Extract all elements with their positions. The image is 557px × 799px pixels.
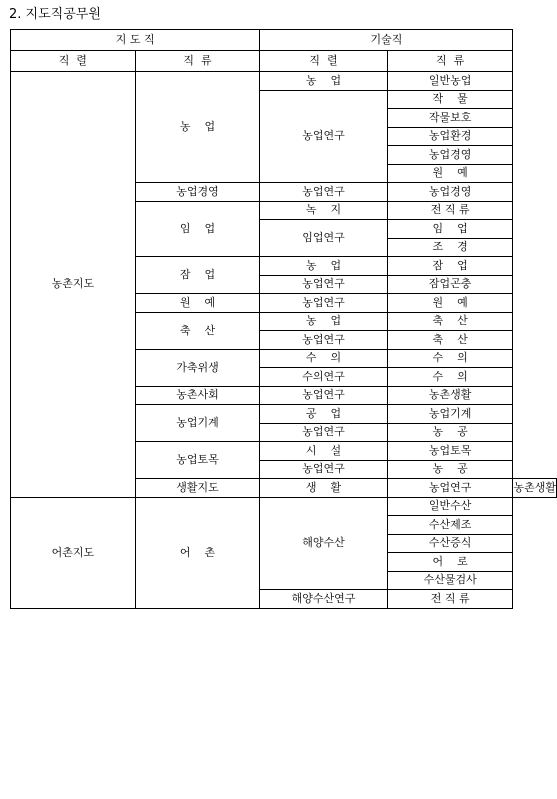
table-cell: 잠 업	[387, 257, 513, 276]
table-cell: 해양수산	[260, 497, 388, 590]
header-rank: 직 렬	[11, 51, 136, 72]
table-cell: 농 업	[260, 72, 388, 91]
table-cell: 어촌지도	[11, 497, 136, 608]
table-cell: 농업기계	[387, 405, 513, 424]
table-cell: 전 직 류	[387, 201, 513, 220]
table-cell: 수산물검사	[387, 571, 513, 590]
table-cell: 일반농업	[387, 72, 513, 91]
table-cell: 축 산	[387, 331, 513, 350]
table-cell: 농촌지도	[11, 72, 136, 498]
table-cell: 잠업곤충	[387, 275, 513, 294]
table-cell: 어 촌	[135, 497, 260, 608]
table-cell: 농업경영	[387, 146, 513, 165]
table-cell: 잠 업	[135, 257, 260, 294]
table-cell: 농 공	[387, 460, 513, 479]
table-cell: 축 산	[387, 312, 513, 331]
table-cell: 생 활	[260, 479, 388, 498]
table-cell: 농 업	[260, 257, 388, 276]
table-cell: 수산증식	[387, 534, 513, 553]
table-cell: 농업연구	[260, 294, 388, 313]
table-cell: 농업연구	[387, 479, 513, 498]
table-cell: 농업연구	[260, 386, 388, 405]
table-cell: 작물보호	[387, 109, 513, 128]
table-cell: 임업연구	[260, 220, 388, 257]
table-cell: 생활지도	[135, 479, 260, 498]
table-cell: 농업연구	[260, 423, 388, 442]
header-guidance: 지 도 직	[11, 30, 260, 51]
table-cell: 전 직 류	[387, 590, 513, 609]
table-cell: 시 설	[260, 442, 388, 461]
header-series: 직 류	[387, 51, 513, 72]
table-cell: 농촌사회	[135, 386, 260, 405]
table-cell: 원 예	[387, 164, 513, 183]
page-title: 2. 지도직공무원	[9, 7, 101, 22]
header-series: 직 류	[135, 51, 260, 72]
table-cell: 어 로	[387, 553, 513, 572]
table-cell: 일반수산	[387, 497, 513, 516]
table-cell: 임 업	[387, 220, 513, 239]
table-cell: 수의연구	[260, 368, 388, 387]
table-cell: 축 산	[135, 312, 260, 349]
table-cell: 수 의	[387, 368, 513, 387]
table-cell: 농업기계	[135, 405, 260, 442]
table-cell: 농업연구	[260, 90, 388, 183]
header-rank: 직 렬	[260, 51, 388, 72]
guidance-civil-servant-table	[10, 29, 557, 609]
table-cell: 농업연구	[260, 275, 388, 294]
table-cell: 원 예	[387, 294, 513, 313]
table-cell: 농촌생활	[387, 386, 513, 405]
table-cell: 농 업	[260, 312, 388, 331]
table-cell: 공 업	[260, 405, 388, 424]
table-cell: 임 업	[135, 201, 260, 257]
table-cell: 농업경영	[387, 183, 513, 202]
table-cell: 농업연구	[260, 460, 388, 479]
table-cell: 농업연구	[260, 183, 388, 202]
table-cell: 농업환경	[387, 127, 513, 146]
header-technical: 기술직	[260, 30, 513, 51]
table-cell: 가축위생	[135, 349, 260, 386]
table-cell: 수 의	[387, 349, 513, 368]
table-cell: 농업토목	[135, 442, 260, 479]
table-cell: 수 의	[260, 349, 388, 368]
table-cell: 농업경영	[135, 183, 260, 202]
table-cell: 수산제조	[387, 516, 513, 535]
table-cell: 원 예	[135, 294, 260, 313]
table-cell: 작 물	[387, 90, 513, 109]
table-cell: 농업연구	[260, 331, 388, 350]
table-cell: 조 경	[387, 238, 513, 257]
table-cell: 농업토목	[387, 442, 513, 461]
table-cell: 해양수산연구	[260, 590, 388, 609]
table-cell: 농촌생활	[513, 479, 557, 498]
table-cell: 녹 지	[260, 201, 388, 220]
table-cell: 농 업	[135, 72, 260, 183]
table-cell: 농 공	[387, 423, 513, 442]
